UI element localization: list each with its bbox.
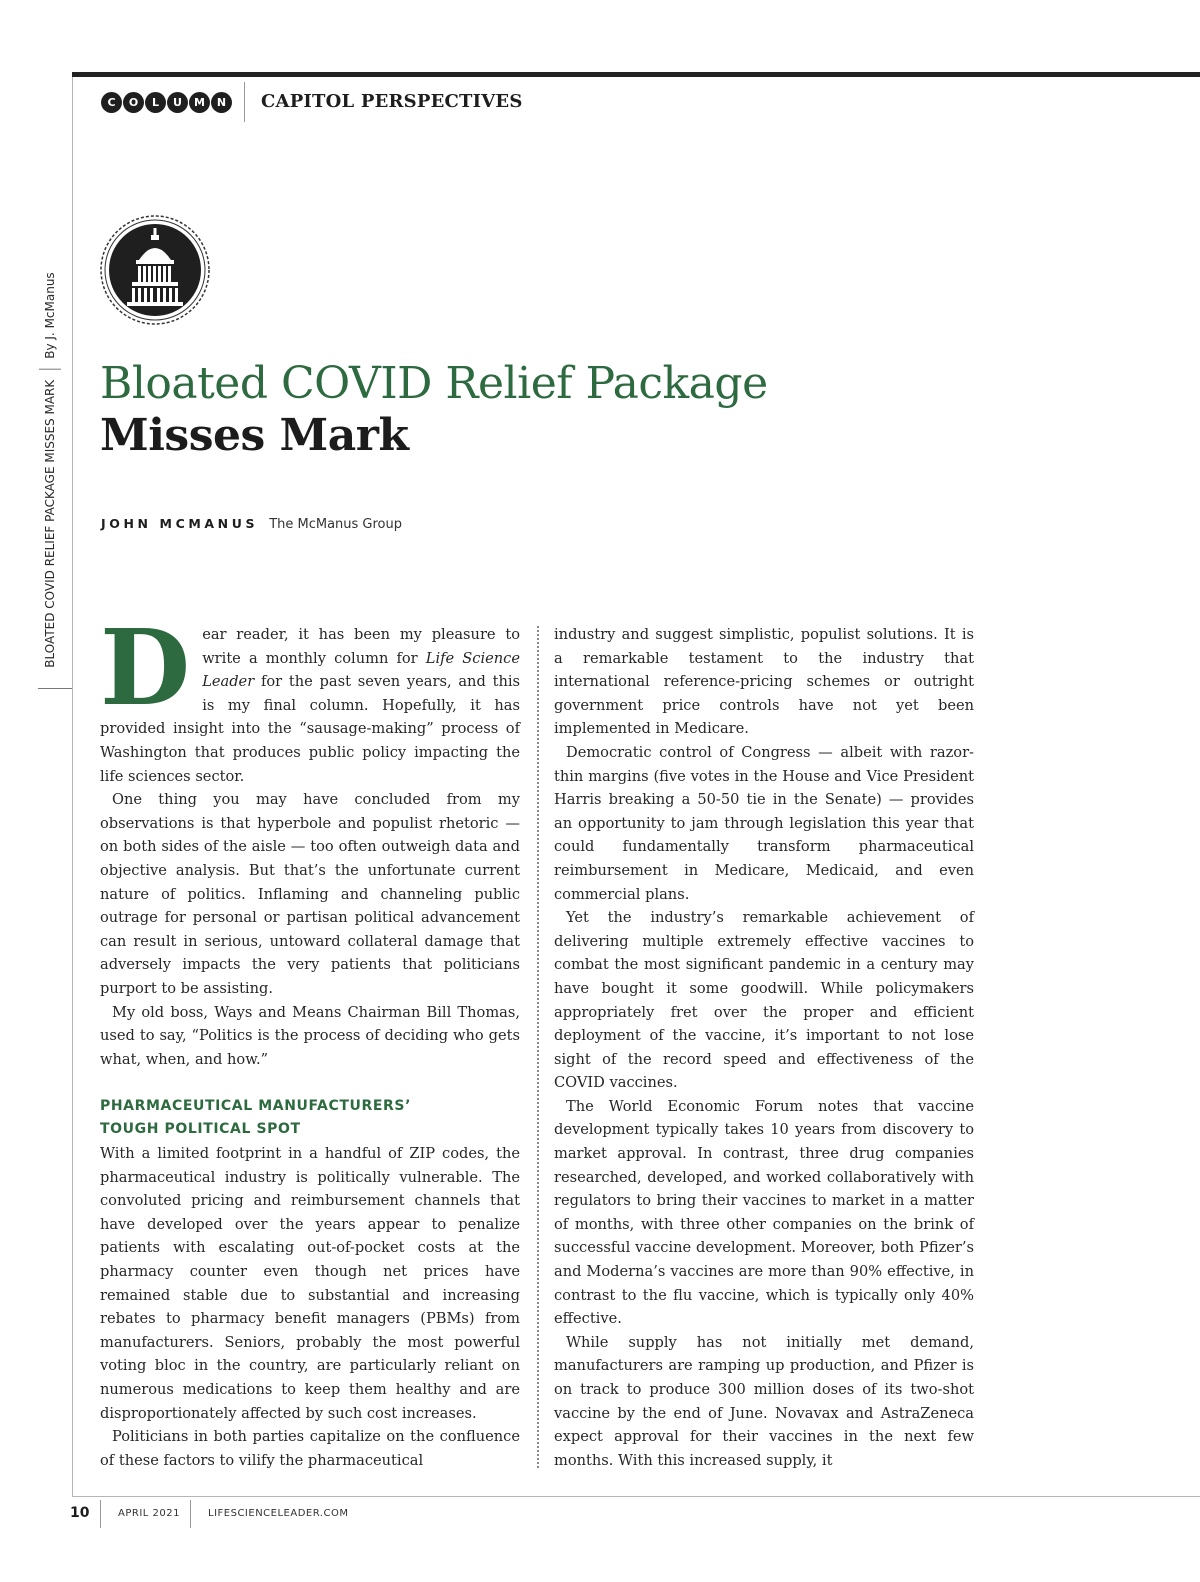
paragraph: Yet the industry’s remarkable achievement of delivering multiple extremely effective vaccines to combat the most significant pandemic in a century may have bought it some goodwill. While policymakers appropriately fret over the proper and efficient deployment of the vaccine, it’s important to not lose sight of the record speed and effectiveness of the COVID vaccines.	[554, 909, 974, 1092]
badge-letter: C	[101, 92, 122, 113]
sidebar-separator	[39, 369, 61, 370]
badge-letter: M	[189, 92, 210, 113]
paragraph-text: ear reader, it has been my pleasure to write a monthly column for	[202, 626, 520, 667]
bottom-rule	[72, 1496, 1200, 1497]
badge-letter: U	[167, 92, 188, 113]
left-margin-rule	[72, 77, 73, 1497]
top-rule	[72, 72, 1200, 77]
headline-line-1: Bloated COVID Relief Package	[100, 358, 768, 409]
paragraph: Politicians in both parties capitalize on the confluence of these factors to vilify the pharmaceutical	[100, 1428, 520, 1469]
page-footer	[0, 1500, 1200, 1530]
paragraph: One thing you may have concluded from my observations is that hyperbole and populist rhetoric — on both sides of the aisle — too often outweigh data and objective analysis. But that’s the unfortunate current nature of politics. Inflaming and channeling public outrage for personal or partisan political advancement can result in serious, untoward collateral damage that adversely impacts the very patients that politicians purport to be assisting.	[100, 791, 520, 997]
publication-name: Life Science Leader	[202, 649, 520, 691]
byline	[101, 513, 402, 532]
badge-letter: N	[211, 92, 232, 113]
issue-date: APRIL 2021	[118, 1508, 180, 1519]
paragraph: The World Economic Forum notes that vaccine development typically takes 10 years from discovery to market approval. In contrast, three drug companies researched, developed, and worked collaboratively with regulators to bring their vaccines to market in a matter of months, with three other companies on the brink of successful vaccine development. Moreover, both Pfizer’s and Moderna’s vaccines are more than 90% effective, in contrast to the flu vaccine, which is typically only 40% effective.	[554, 1097, 974, 1328]
sidebar-author: By J. McManus	[43, 272, 57, 359]
column-divider	[537, 626, 539, 1468]
paragraph: industry and suggest simplistic, populist solutions. It is a remarkable testament to the industry that international reference-pricing schemes or outright government price controls have not yet been implemented in Medicare.	[554, 626, 974, 738]
paragraph	[100, 606, 520, 788]
website-link[interactable]: LIFESCIENCELEADER.COM	[208, 1508, 349, 1519]
sidebar-article-title: BLOATED COVID RELIEF PACKAGE MISSES MARK	[43, 379, 57, 668]
page-number: 10	[70, 1505, 90, 1521]
article-column-left	[100, 606, 520, 1472]
section-title: CAPITOL PERSPECTIVES	[261, 91, 523, 112]
header-divider	[244, 82, 245, 122]
subheading-line: TOUGH POLITICAL SPOT	[100, 1121, 301, 1138]
footer-separator	[190, 1500, 191, 1528]
badge-letter: L	[145, 92, 166, 113]
drop-cap: D	[100, 606, 191, 729]
subheading-line: PHARMACEUTICAL MANUFACTURERS’	[100, 1097, 411, 1114]
badge-letter: O	[123, 92, 144, 113]
subheading	[100, 1095, 520, 1142]
paragraph: While supply has not initially met demand, manufacturers are ramping up production, and Pfizer is on track to produce 300 million doses of its two-shot vaccine by the end of June. Novavax and AstraZeneca expect approval for their vaccines in the next few months. With this increased supply, it	[554, 1333, 974, 1469]
article-headline	[100, 358, 768, 462]
paragraph: Democratic control of Congress — albeit with razor-thin margins (five votes in the House and Vice President Harris breaking a 50-50 tie in the Senate) — provides an opportunity to jam through legislation this year that could fundamentally transform pharmaceutical reimbursement in Medicare, Medicaid, and even commercial plans.	[554, 743, 974, 903]
column-badge	[101, 92, 232, 113]
byline-author: JOHN MCMANUS	[101, 516, 259, 531]
paragraph: My old boss, Ways and Means Chairman Bill Thomas, used to say, “Politics is the process of deciding who gets what, when, and how.”	[100, 1003, 520, 1068]
article-column-right	[554, 623, 974, 1472]
sidebar-running-head	[28, 250, 72, 690]
headline-line-2: Misses Mark	[100, 410, 409, 461]
paragraph-text: for the past seven years, and this is my final column. Hopefully, it has provided insight into the “sausage-making” process of Washington that produces public policy impacting the life sciences sector.	[100, 673, 520, 785]
paragraph: With a limited footprint in a handful of ZIP codes, the pharmaceutical industry is politically vulnerable. The convoluted pricing and reimbursement channels that have developed over the years appear to penalize patients with escalating out-of-pocket costs at the pharmacy counter even though net prices have remained stable due to substantial and increasing rebates to pharmacy benefit managers (PBMs) from manufacturers. Seniors, probably the most powerful voting bloc in the country, are particularly reliant on numerous medications to keep them healthy and are disproportionately affected by such cost increases.	[100, 1145, 520, 1422]
footer-separator	[100, 1500, 101, 1528]
sidebar-tick	[38, 688, 72, 689]
byline-company: The McManus Group	[269, 517, 403, 532]
capitol-dome-icon	[99, 214, 211, 326]
